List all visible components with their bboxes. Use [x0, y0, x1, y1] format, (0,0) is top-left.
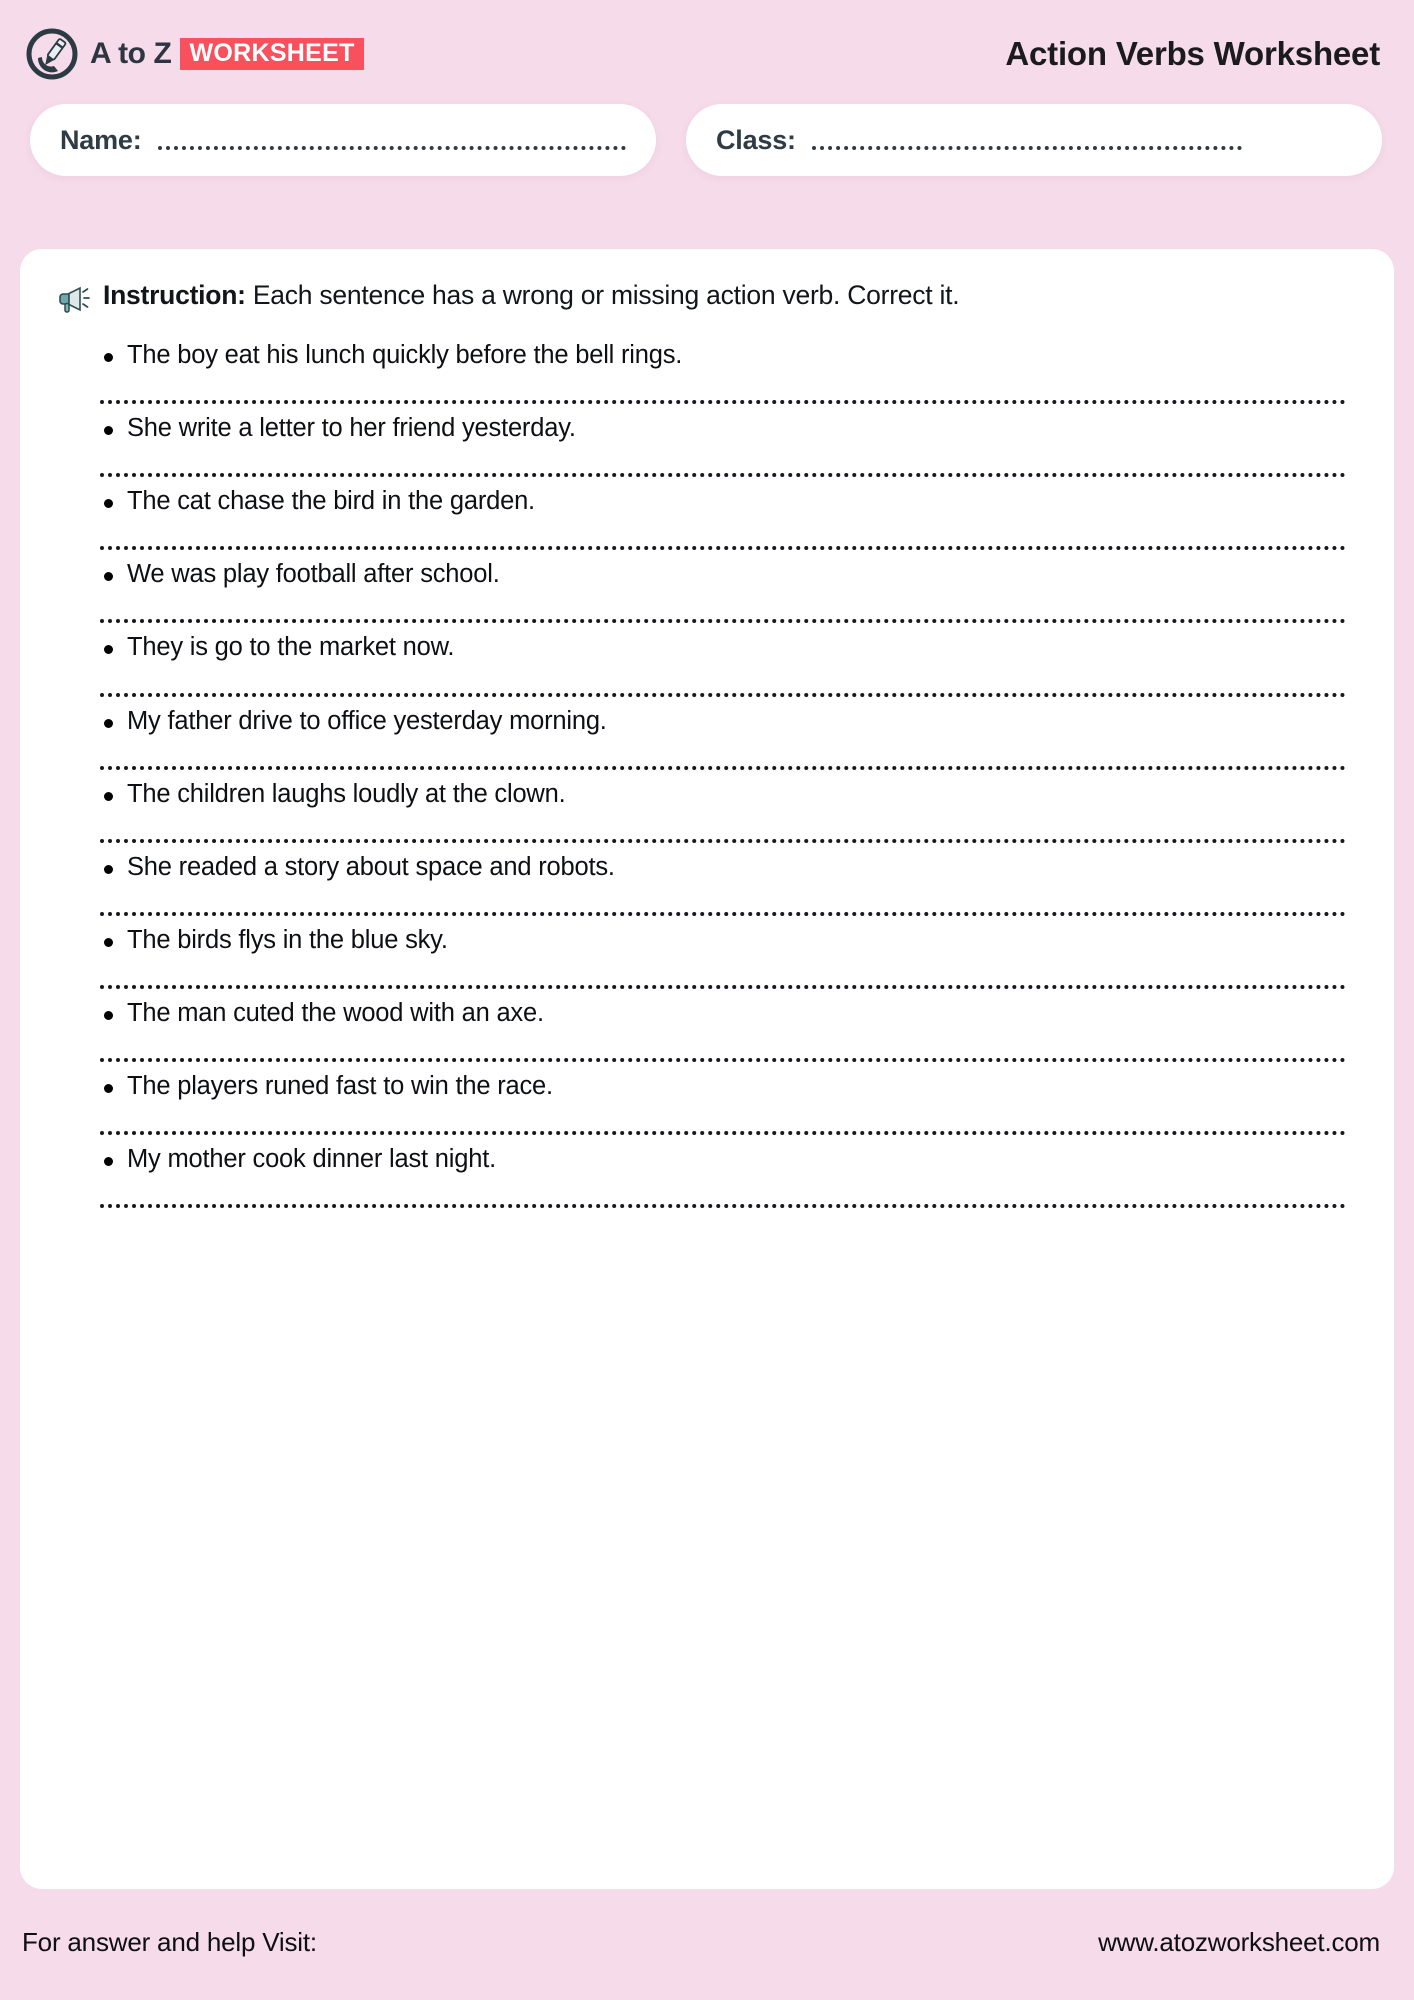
bullet-icon: [104, 645, 113, 654]
page-footer: [0, 1910, 1414, 2000]
list-item: [58, 770, 1356, 843]
page-title: Action Verbs Worksheet: [1005, 35, 1380, 72]
list-item: [58, 477, 1356, 550]
question-text: The cat chase the bird in the garden.: [127, 487, 535, 516]
list-item: [58, 916, 1356, 989]
list-item: [58, 550, 1356, 623]
question-row: [58, 1144, 1356, 1175]
class-label: Class:: [716, 124, 796, 155]
question-text: My father drive to office yesterday morning.: [127, 706, 607, 735]
bullet-icon: [104, 353, 113, 362]
brand-name: A to Z: [90, 37, 172, 70]
list-item: [58, 1062, 1356, 1135]
bullet-icon: [104, 865, 113, 874]
question-row: [58, 559, 1356, 590]
question-row: [58, 413, 1356, 444]
question-text: She write a letter to her friend yesterday.: [127, 414, 576, 443]
list-item: [58, 404, 1356, 477]
question-row: [58, 998, 1356, 1029]
question-text: The children laughs loudly at the clown.: [127, 779, 566, 808]
question-row: [58, 340, 1356, 371]
bullet-icon: [104, 1157, 113, 1166]
list-item: [58, 623, 1356, 696]
bullet-icon: [104, 938, 113, 947]
question-text: They is go to the market now.: [127, 633, 455, 662]
question-row: [58, 486, 1356, 517]
bullet-icon: [104, 426, 113, 435]
worksheet-card: [20, 249, 1394, 1889]
question-row: [58, 925, 1356, 956]
bullet-icon: [104, 792, 113, 801]
instruction-label: Instruction:: [103, 280, 246, 310]
pen-circle-logo-icon: [26, 28, 78, 80]
brand-tag: WORKSHEET: [180, 38, 363, 70]
bullet-icon: [104, 499, 113, 508]
list-item: [58, 697, 1356, 770]
list-item: [58, 843, 1356, 916]
list-item: [58, 1135, 1356, 1208]
megaphone-icon: [58, 281, 92, 315]
name-field[interactable]: [30, 104, 656, 176]
question-text: She readed a story about space and robots.: [127, 852, 615, 881]
bullet-icon: [104, 1011, 113, 1020]
instruction-row: [58, 277, 1356, 315]
question-text: The birds flys in the blue sky.: [127, 925, 448, 954]
footer-help-text: For answer and help Visit:: [22, 1927, 317, 1957]
class-input-line[interactable]: [812, 146, 1242, 150]
list-item: [58, 989, 1356, 1062]
question-text: My mother cook dinner last night.: [127, 1145, 496, 1174]
footer-website-link[interactable]: www.atozworksheet.com: [1098, 1927, 1380, 1957]
question-text: We was play football after school.: [127, 560, 500, 589]
bullet-icon: [104, 719, 113, 728]
name-label: Name:: [60, 124, 142, 155]
brand-wordmark: [90, 38, 364, 70]
question-row: [58, 852, 1356, 883]
question-text: The players runed fast to win the race.: [127, 1072, 553, 1101]
question-row: [58, 632, 1356, 663]
student-info-row: [0, 104, 1414, 176]
question-row: [58, 779, 1356, 810]
list-item: [58, 331, 1356, 404]
brand-logo[interactable]: [26, 28, 364, 80]
instruction-text: [103, 277, 959, 312]
question-list: [58, 331, 1356, 1208]
instruction-body: Each sentence has a wrong or missing action verb. Correct it.: [252, 280, 960, 310]
question-text: The man cuted the wood with an axe.: [127, 998, 544, 1027]
bullet-icon: [104, 572, 113, 581]
question-text: The boy eat his lunch quickly before the bell rings.: [127, 341, 683, 369]
question-row: [58, 706, 1356, 737]
answer-line[interactable]: [100, 1204, 1346, 1208]
name-input-line[interactable]: [158, 146, 626, 150]
class-field[interactable]: [686, 104, 1382, 176]
bullet-icon: [104, 1084, 113, 1093]
question-row: [58, 1071, 1356, 1102]
page-header: [0, 0, 1414, 108]
